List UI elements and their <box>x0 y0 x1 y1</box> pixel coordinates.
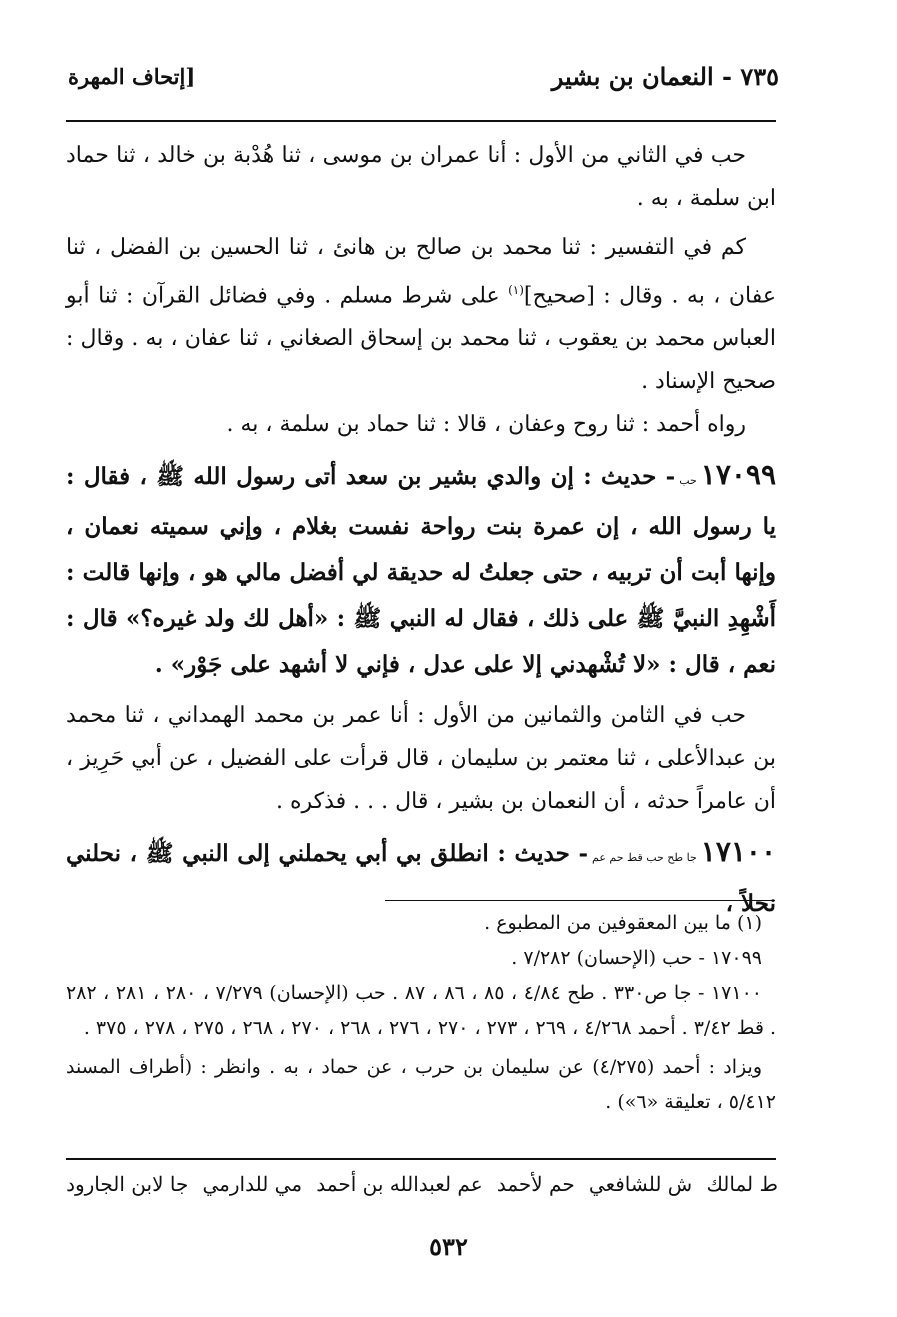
footnote-marker: (١) <box>508 283 524 297</box>
hadith-number: ١٧١٠٠ <box>700 835 776 869</box>
paragraph-hakim <box>66 226 776 403</box>
footnotes <box>66 906 776 1120</box>
sigla-item: ط لمالك <box>706 1172 778 1196</box>
footnote-additions: ويزاد : أحمد (٤/٢٧٥) عن سليمان بن حرب ، عن حماد ، به . وانظر : (أطراف المسند ٥/٤١٢ ، تعليقة «٦») . <box>66 1056 776 1113</box>
hadith-sigla: حب <box>679 474 697 488</box>
footnote-rule <box>385 900 775 901</box>
hadith-text: - حديث : انطلق بي أبي يحملني إلى النبي ﷺ ، نحلني نحلاً ، <box>66 840 776 918</box>
page-number: ٥٣٢ <box>429 1232 468 1261</box>
sigla-key <box>66 1172 778 1196</box>
chapter-title: ٧٣٥ - النعمان بن بشير <box>551 62 779 91</box>
paragraph-ahmad: رواه أحمد : ثنا روح وعفان ، قالا : ثنا حماد بن سلمة ، به . <box>226 412 746 438</box>
hadith-17099 <box>66 452 776 688</box>
paragraph-hakim-part1: كم في التفسير : ثنا محمد بن صالح بن هانئ ، ثنا الحسين بن الفضل ، ثنا عفان ، به . وقال : [صحيح] <box>66 235 776 309</box>
main-text <box>66 134 776 927</box>
book-title: [إتحاف المهرة <box>68 64 196 89</box>
paragraph-hibban-2: حب في الثامن والثمانين من الأول : أنا عمر بن محمد الهمداني ، ثنا محمد بن عبدالأعلى ، ثنا معتمر بن سليمان ، قال قرأت على الفضيل ، عن أبي حَرِيز ، أن عامراً حدثه ، أن النعمان بن بشير ، قال . . . فذكره . <box>66 703 776 815</box>
sigla-item: جا لابن الجارود <box>66 1172 189 1196</box>
hadith-text: - حديث : إن والدي بشير بن سعد أتى رسول الله ﷺ ، فقال : يا رسول الله ، إن عمرة بنت رواحة نفست بغلام ، وإني سميته نعمان ، وإنها أبت أن تربيه ، حتى جعلتُ له حديقة لي أفضل مالي هو ، وإنها قالت : أَشْهِدِ النبيَّ ﷺ على ذلك ، فقال له النبي ﷺ : «أهل لك ولد غيره؟» قال : نعم ، قال : «لا تُشْهدني إلا على عدل ، فإني لا أشهد على جَوْر» . <box>66 463 776 679</box>
sigla-item: ش للشافعي <box>588 1172 693 1196</box>
sigla-rule <box>66 1158 776 1160</box>
paragraph-hakim-part2: على شرط مسلم . وفي فضائل القرآن : ثنا أبو العباس محمد بن يعقوب ، ثنا محمد بن إسحاق الصغاني ، ثنا عفان ، به . وقال : صحيح الإسناد . <box>66 283 776 395</box>
sigla-item: حم لأحمد <box>496 1172 575 1196</box>
footnote-17099: ١٧٠٩٩ - حب (الإحسان) ٧/٢٨٢ . <box>511 947 762 969</box>
paragraph-hibban-1: حب في الثاني من الأول : أنا عمران بن موسى ، ثنا هُدْبة بن خالد ، ثنا حماد ابن سلمة ، به . <box>66 143 776 211</box>
sigla-item: عم لعبدالله بن أحمد <box>316 1172 483 1196</box>
hadith-number: ١٧٠٩٩ <box>700 458 776 492</box>
footnote-1: (١) ما بين المعقوفين من المطبوع . <box>484 912 762 934</box>
footnote-17100: ١٧١٠٠ - جا ص٣٣٠ . طح ٤/٨٤ ، ٨٥ ، ٨٦ ، ٨٧ . حب (الإحسان) ٧/٢٧٩ ، ٢٨٠ ، ٢٨١ ، ٢٨٢ . قط ٣/٤٢ . أحمد ٤/٢٦٨ ، ٢٦٩ ، ٢٧٣ ، ٢٧٠ ، ٢٧٦ ، ٢٦٨ ، ٢٧٠ ، ٢٦٨ ، ٢٧٥ ، ٢٧٨ ، ٣٧٥ . <box>66 982 776 1039</box>
sigla-item: مي للدارمي <box>202 1172 303 1196</box>
header-rule <box>66 120 776 122</box>
hadith-sigla: جا طح حب قط حم عم <box>592 851 697 865</box>
